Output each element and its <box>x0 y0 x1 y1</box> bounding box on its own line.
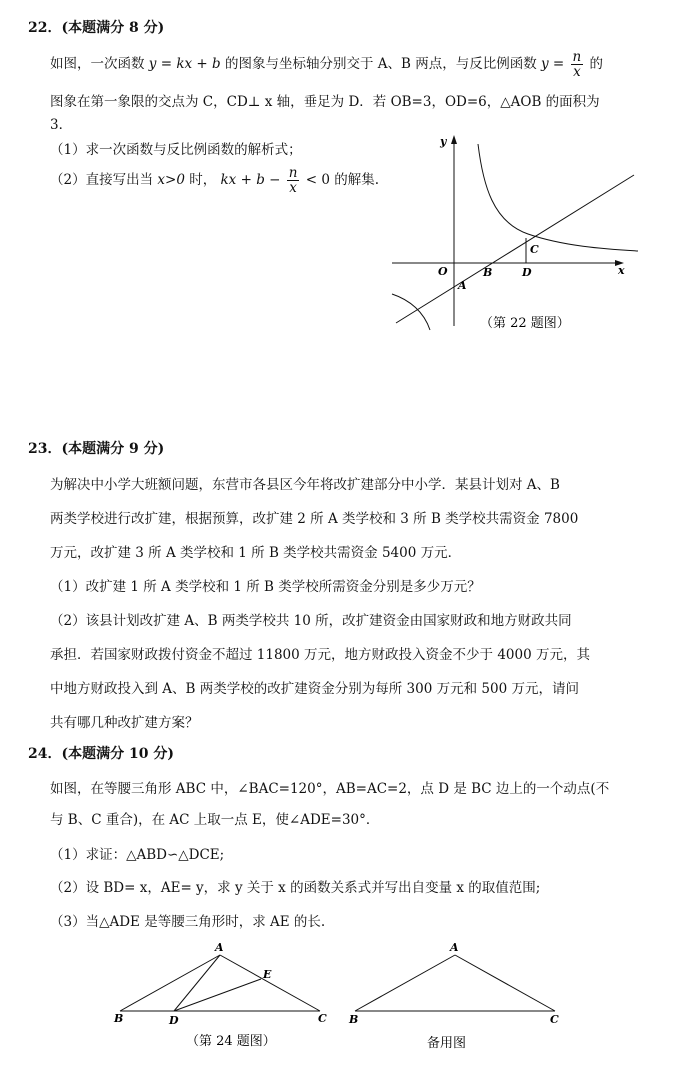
q22-inverse-numerator: n <box>572 49 582 65</box>
q22-inverse-lhs: y = <box>541 56 565 72</box>
q24-backup-figure <box>344 938 569 1058</box>
q23-line1: 为解决中小学大班额问题，东营市各县区今年将改扩建部分中小学．某县计划对 A、B <box>50 477 560 493</box>
q22-stem-a: 如图，一次函数 <box>50 56 145 72</box>
q23-line2: 两类学校进行改扩建，根据预算，改扩建 2 所 A 类学校和 3 所 B 类学校共需资金 7800 <box>50 511 579 527</box>
q22-linear-formula: y = kx + b <box>148 56 221 72</box>
q24-line2: 与 B、C 重合)，在 AC 上取一点 E，使∠ADE=30°． <box>50 812 380 828</box>
q22-figure <box>388 130 648 335</box>
q22-stem-line3: 3． <box>50 117 73 133</box>
q23-number: 23． <box>28 441 62 457</box>
q24-backup-label-c: C <box>550 1013 559 1026</box>
q22-part1: （1）求一次函数与反比例函数的解析式； <box>50 142 302 158</box>
q23-line3: 万元，改扩建 3 所 A 类学校和 1 所 B 类学校共需资金 5400 万元． <box>50 545 462 561</box>
q22-stem-c: 的 <box>589 56 604 72</box>
q22-hyperbola-q1 <box>478 144 638 251</box>
q22-part2-a: （2）直接写出当 <box>50 172 154 188</box>
q24-label-c: C <box>318 1012 327 1025</box>
q24-segment-ab <box>120 955 220 1011</box>
q22-linear-line <box>396 175 634 323</box>
q24-header <box>28 743 174 763</box>
q24-part2: （2）设 BD= x，AE= y，求 y 关于 x 的函数关系式并写出自变量 x 的取值范围; <box>50 880 541 896</box>
q22-part2-fraction <box>287 166 300 195</box>
q22-number: 22． <box>28 20 62 36</box>
q22-part2-c: < 0 的解集. <box>305 172 380 188</box>
q22-label-o: O <box>438 265 448 278</box>
q24-backup-label-b: B <box>349 1013 359 1026</box>
q22-inverse-fraction <box>571 50 584 79</box>
q22-part2-condition: x>0 <box>157 172 185 188</box>
q22-y-arrow <box>451 135 457 144</box>
q23-part2-line3: 中地方财政投入到 A、B 两类学校的改扩建资金分别为每所 300 万元和 500 万元，请问 <box>50 681 579 697</box>
q22-part2 <box>50 166 379 195</box>
q23-header <box>28 438 164 458</box>
q24-line1: 如图，在等腰三角形 ABC 中，∠BAC=120°，AB=AC=2，点 D 是 BC 边上的一个动点(不 <box>50 781 610 797</box>
q22-score: (本题满分 8 分) <box>61 20 165 36</box>
q24-label-e: E <box>263 968 272 981</box>
q22-label-a: A <box>458 279 467 292</box>
q24-label-a: A <box>215 941 224 954</box>
q24-segment-ac <box>220 955 320 1011</box>
q22-label-c: C <box>530 243 539 256</box>
q24-label-b: B <box>114 1012 124 1025</box>
q24-backup-label-a: A <box>450 941 459 954</box>
q24-backup-segment-ab <box>355 955 455 1011</box>
q24-number: 24． <box>28 746 62 762</box>
q24-backup-segment-ac <box>455 955 555 1011</box>
q23-part1: （1）改扩建 1 所 A 类学校和 1 所 B 类学校所需资金分别是多少万元？ <box>50 579 481 595</box>
q22-label-y: y <box>440 135 447 148</box>
q24-part3: （3）当△ADE 是等腰三角形时，求 AE 的长. <box>50 914 326 930</box>
q22-stem-line2: 图象在第一象限的交点为 C，CD⊥ x 轴，垂足为 D．若 OB=3，OD=6，△AOB 的面积为 <box>50 94 600 110</box>
q22-hyperbola-q3 <box>392 294 430 330</box>
q22-part2-expression: kx + b − <box>220 172 281 188</box>
q22-stem-b: 的图象与坐标轴分别交于 A、B 两点，与反比例函数 <box>224 56 537 72</box>
q24-part1: （1）求证：△ABD∽△DCE; <box>50 847 225 863</box>
q24-backup-caption: 备用图 <box>427 1036 467 1051</box>
q22-figure-caption: （第 22 题图） <box>480 316 570 331</box>
q23-score: (本题满分 9 分) <box>61 441 165 457</box>
q24-score: (本题满分 10 分) <box>61 746 174 762</box>
q22-part2-numerator: n <box>288 165 298 181</box>
q22-stem-line1 <box>50 50 603 79</box>
q22-part2-denominator: x <box>289 180 297 196</box>
q22-part2-b: 时， <box>189 172 217 188</box>
q22-label-x: x <box>618 264 625 277</box>
q22-header <box>28 17 164 37</box>
q22-inverse-denominator: x <box>573 64 581 80</box>
q22-label-b: B <box>483 266 493 279</box>
q24-figure-caption: （第 24 题图） <box>186 1034 276 1049</box>
q23-part2-line4: 共有哪几种改扩建方案？ <box>50 715 199 731</box>
q22-label-d: D <box>522 266 532 279</box>
q23-part2-line2: 承担．若国家财政拨付资金不超过 11800 万元，地方财政投入资金不少于 4000 万元，其 <box>50 647 590 663</box>
q24-figure <box>108 938 338 1058</box>
q24-label-d: D <box>169 1014 179 1027</box>
q23-part2-line1: （2）该县计划改扩建 A、B 两类学校共 10 所，改扩建资金由国家财政和地方财政共同 <box>50 613 572 629</box>
